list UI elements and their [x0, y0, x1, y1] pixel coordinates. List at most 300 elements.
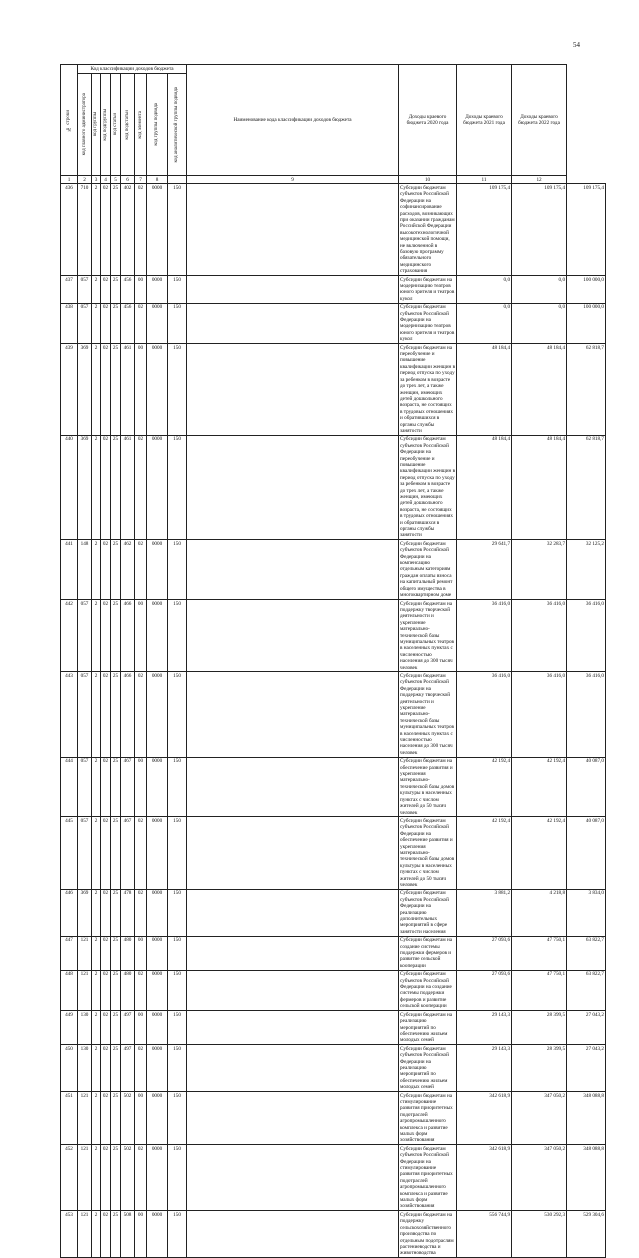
revenue-2022-cell: 27 043,2 [567, 1011, 606, 1045]
code-subgroup-cell: 02 [101, 1092, 111, 1145]
revenue-2021-header: Доходы краевого бюджета 2021 года [457, 65, 512, 176]
code-subarticle-cell: 497 [121, 1045, 135, 1092]
revenue-2022-cell: 40 087,0 [567, 757, 606, 817]
name-header: Наименование кода классификации доходов бюджета [187, 65, 399, 176]
table-row [61, 184, 606, 276]
code-subgroup-cell: 02 [101, 276, 111, 304]
code-subgroup-cell: 02 [101, 757, 111, 817]
code-group-cell: 2 [92, 1211, 101, 1258]
code-element-cell: 00 [135, 600, 147, 672]
revenue-2022-cell: 32 125,2 [567, 540, 606, 600]
name-cell: Субсидии бюджетам субъектов Российской Федерации на модернизацию театров юного зрителя и театров кукол [399, 303, 457, 343]
code-article-cell: 25 [111, 344, 121, 436]
code-subgroup-cell: 02 [101, 1211, 111, 1258]
spacer-cell [187, 936, 399, 970]
revenue-2022-cell: 27 043,2 [567, 1045, 606, 1092]
code-subgroup-cell: 02 [101, 1145, 111, 1211]
revenue-2021-cell: 4 218,8 [512, 889, 567, 936]
code-subgroup-cell: 02 [101, 817, 111, 889]
row-number-cell: 450 [61, 1045, 78, 1092]
row-number-cell: 443 [61, 672, 78, 757]
spacer-cell [187, 184, 399, 276]
code-subgroup-cell: 02 [101, 344, 111, 436]
name-cell: Субсидии бюджетам субъектов Российской Федерации на софинансирование расходов, возникающих при оказании гражданам Российской Федерации высокотехнологичной медицинской помощи, не включенной в базовую программу обязательного медицинского страхования [400, 184, 455, 275]
code-analytic-group-cell: 150 [168, 1011, 187, 1045]
revenue-2020-cell: 109 175,4 [457, 184, 512, 276]
code-analytic-group-cell: 150 [168, 600, 187, 672]
code-group-cell: 2 [92, 540, 101, 600]
table-row [61, 817, 606, 889]
row-number-cell: 449 [61, 1011, 78, 1045]
code-article-header: код статьи [111, 74, 121, 176]
revenue-2021-cell: 36 416,0 [512, 672, 567, 757]
code-group-cell: 2 [92, 344, 101, 436]
code-subgroup-header: код подгруппы [101, 74, 111, 176]
revenue-2021-cell: 347 050,2 [512, 1092, 567, 1145]
code-admin-cell: 121 [78, 1145, 92, 1211]
name-cell: Субсидии бюджетам субъектов Российской Федерации на создание системы поддержки фермеров и развитие сельской кооперации [399, 970, 457, 1010]
table-row [61, 936, 606, 970]
code-element-cell: 02 [135, 672, 147, 757]
code-subtype-group-cell: 0000 [147, 540, 168, 600]
code-analytic-group-cell: 150 [168, 540, 187, 600]
row-number-cell: 453 [61, 1211, 78, 1258]
column-number: 6 [121, 176, 135, 184]
code-analytic-group-cell: 150 [168, 889, 187, 936]
revenue-2020-cell: 48 184,4 [457, 344, 512, 436]
name-cell: Субсидии бюджетам на реализацию мероприятий по обеспечению жильем молодых семей [399, 1011, 457, 1045]
name-cell: Субсидии бюджетам субъектов Российской Федерации на поддержку творческой деятельности и укрепление материально-технической базы муниципальных театров в населенных пунктах с численностью населения до 300 тысяч человек [399, 672, 457, 757]
code-analytic-group-cell: 150 [168, 817, 187, 889]
code-admin-cell: 057 [78, 600, 92, 672]
code-subgroup-cell: 02 [101, 1045, 111, 1092]
code-subarticle-cell: 466 [121, 600, 135, 672]
code-subtype-group-cell: 0000 [147, 1045, 168, 1092]
revenue-2021-cell: 109 175,4 [512, 184, 567, 276]
spacer-cell [187, 1211, 399, 1258]
row-number-cell: 444 [61, 757, 78, 817]
code-article-cell: 25 [111, 540, 121, 600]
spacer-cell [187, 1145, 399, 1211]
code-group-cell: 2 [92, 435, 101, 540]
table-row [61, 1211, 606, 1258]
table-row [61, 1011, 606, 1045]
code-group-cell: 2 [92, 970, 101, 1010]
code-subtype-group-header: код группы подвида [147, 74, 168, 176]
table-body [61, 184, 606, 1258]
code-subarticle-cell: 466 [121, 672, 135, 757]
column-number [168, 176, 187, 184]
revenue-2022-cell: 62 818,7 [567, 435, 606, 540]
revenue-2020-cell: 42 192,4 [457, 757, 512, 817]
code-element-header: код элемента [135, 74, 147, 176]
code-article-cell: 25 [111, 184, 121, 276]
revenue-2022-header: Доходы краевого бюджета 2022 года [512, 65, 567, 176]
revenue-2022-cell: 100 000,0 [567, 276, 606, 304]
code-admin-cell: 057 [78, 276, 92, 304]
code-subarticle-cell: 508 [121, 1211, 135, 1258]
code-element-cell: 02 [135, 970, 147, 1010]
code-analytic-group-cell: 150 [168, 1145, 187, 1211]
code-article-cell: 25 [111, 600, 121, 672]
code-subarticle-cell: 502 [121, 1145, 135, 1211]
name-cell: Субсидии бюджетам субъектов Российской Федерации на реализацию дополнительных мероприятий в сфере занятости населения [399, 889, 457, 936]
code-subarticle-cell: 462 [121, 540, 135, 600]
column-number: 10 [399, 176, 457, 184]
revenue-2021-cell: 47 750,1 [512, 970, 567, 1010]
revenue-2022-cell: 109 175,4 [567, 184, 606, 276]
code-admin-cell: 057 [78, 672, 92, 757]
code-subtype-group-cell: 0000 [147, 889, 168, 936]
revenue-2022-cell: 40 087,0 [567, 817, 606, 889]
code-analytic-group-header: код аналитической группы подвида [168, 74, 187, 176]
revenue-2020-cell: 42 192,4 [457, 817, 512, 889]
code-group-cell: 2 [92, 889, 101, 936]
revenue-2021-cell: 36 416,0 [512, 600, 567, 672]
column-number: 1 [61, 176, 78, 184]
code-admin-cell: 121 [78, 936, 92, 970]
code-subtype-group-cell: 0000 [147, 276, 168, 304]
code-analytic-group-cell: 150 [168, 672, 187, 757]
revenue-2022-cell: 63 822,7 [567, 936, 606, 970]
revenue-2021-cell: 48 184,4 [512, 435, 567, 540]
table-row [61, 1045, 606, 1092]
code-group-cell: 2 [92, 303, 101, 343]
revenue-2020-cell: 48 184,4 [457, 435, 512, 540]
row-number-cell: 442 [61, 600, 78, 672]
name-cell: Субсидии бюджетам субъектов Российской Федерации на обеспечение развития и укрепления материально-технической базы домов культуры в населенных пунктах с числом жителей до 50 тысяч человек [399, 817, 457, 889]
code-admin-cell: 057 [78, 303, 92, 343]
code-group-cell: 2 [92, 672, 101, 757]
code-admin-cell: 369 [78, 344, 92, 436]
code-admin-cell: 121 [78, 1092, 92, 1145]
code-subgroup-cell: 02 [101, 970, 111, 1010]
name-cell: Субсидии бюджетам субъектов Российской Федерации на стимулирование развития приоритетных подотраслей агропромышленного комплекса и развитие малых форм хозяйствования [399, 1145, 457, 1211]
code-subarticle-cell: 461 [121, 344, 135, 436]
table-row [61, 757, 606, 817]
code-group-cell: 2 [92, 1011, 101, 1045]
revenue-2021-cell: 347 050,2 [512, 1145, 567, 1211]
row-number-cell: 447 [61, 936, 78, 970]
column-number: 2 [78, 176, 92, 184]
code-element-cell: 02 [135, 817, 147, 889]
code-article-cell: 25 [111, 672, 121, 757]
column-number: 8 [147, 176, 168, 184]
code-group-header: код группы [92, 74, 101, 176]
row-number-cell: 445 [61, 817, 78, 889]
code-analytic-group-cell: 150 [168, 936, 187, 970]
column-number: 3 [92, 176, 101, 184]
name-cell: Субсидии бюджетам на переобучение и повышение квалификации женщин в период отпуска по уходу за ребенком в возрасте до трех лет, а также женщин, имеющих детей дошкольного возраста, не состоящих в трудовых отношениях и обратившихся в органы службы занятости [400, 344, 456, 434]
code-admin-cell: 121 [78, 970, 92, 1010]
spacer-cell [187, 435, 399, 540]
name-cell: Субсидии бюджетам на создание системы поддержки фермеров и развитие сельской кооперации [399, 936, 457, 970]
revenue-2021-cell: 0,0 [512, 303, 567, 343]
revenue-2022-cell: 3 834,0 [567, 889, 606, 936]
code-article-cell: 25 [111, 276, 121, 304]
spacer-cell [187, 1045, 399, 1092]
code-subarticle-cell: 456 [121, 303, 135, 343]
revenue-2022-cell: 63 822,7 [567, 970, 606, 1010]
code-subtype-group-cell: 0000 [147, 936, 168, 970]
revenue-2021-cell: 47 750,1 [512, 936, 567, 970]
revenue-2022-cell: 348 088,8 [567, 1092, 606, 1145]
code-analytic-group-cell: 150 [168, 344, 187, 436]
spacer-cell [187, 817, 399, 889]
spacer-cell [187, 757, 399, 817]
code-group-cell: 2 [92, 1145, 101, 1211]
name-cell: Субсидии бюджетам на поддержку сельскохозяйственного производства по отдельным подотраслям растениеводства и животноводства [399, 1211, 457, 1258]
revenue-2021-cell: 48 184,4 [512, 344, 567, 436]
code-article-cell: 25 [111, 1145, 121, 1211]
code-subarticle-cell: 467 [121, 817, 135, 889]
code-subarticle-cell: 480 [121, 936, 135, 970]
spacer-cell [187, 672, 399, 757]
column-number: 4 [101, 176, 111, 184]
spacer-cell [187, 540, 399, 600]
code-subtype-group-cell: 0000 [147, 1145, 168, 1211]
code-admin-cell: 369 [78, 889, 92, 936]
revenue-2022-cell: 348 088,8 [567, 1145, 606, 1211]
code-element-cell: 02 [135, 435, 147, 540]
column-numbers-row [61, 176, 606, 184]
revenue-2021-cell: 0,0 [512, 276, 567, 304]
code-subgroup-cell: 02 [101, 1011, 111, 1045]
revenue-2022-cell: 100 000,0 [567, 303, 606, 343]
code-subgroup-cell: 02 [101, 303, 111, 343]
code-subarticle-cell: 478 [121, 889, 135, 936]
code-group-cell: 2 [92, 1092, 101, 1145]
table-row [61, 600, 606, 672]
column-number: 7 [135, 176, 147, 184]
code-subgroup-cell: 02 [101, 540, 111, 600]
code-subtype-group-cell: 0000 [147, 600, 168, 672]
code-analytic-group-cell: 150 [168, 757, 187, 817]
code-subtype-group-cell: 0000 [147, 970, 168, 1010]
row-number-cell: 437 [61, 276, 78, 304]
code-subarticle-cell: 497 [121, 1011, 135, 1045]
code-analytic-group-cell: 150 [168, 435, 187, 540]
row-number-cell: 451 [61, 1092, 78, 1145]
code-element-cell: 02 [135, 1045, 147, 1092]
code-subtype-group-cell: 0000 [147, 672, 168, 757]
code-element-cell: 00 [135, 1011, 147, 1045]
revenue-2020-cell: 27 093,6 [457, 936, 512, 970]
code-admin-cell: 130 [78, 1011, 92, 1045]
code-admin-header: код главного администратора [78, 74, 92, 176]
revenue-2022-cell: 62 818,7 [567, 344, 606, 436]
code-element-cell: 02 [135, 303, 147, 343]
budget-revenue-table [60, 64, 606, 1258]
code-admin-cell: 121 [78, 1211, 92, 1258]
code-element-cell: 02 [135, 1145, 147, 1211]
code-subgroup-cell: 02 [101, 435, 111, 540]
spacer-cell [187, 1092, 399, 1145]
table-row [61, 672, 606, 757]
revenue-2021-cell: 28 399,5 [512, 1011, 567, 1045]
code-admin-cell: 057 [78, 757, 92, 817]
code-group-cell: 2 [92, 184, 101, 276]
name-cell: Субсидии бюджетам субъектов Российской Федерации на компенсацию отдельным категориям граждан оплаты взноса на капитальный ремонт общего имущества в многоквартирном доме [399, 540, 457, 600]
code-group-cell: 2 [92, 600, 101, 672]
code-group-cell: 2 [92, 276, 101, 304]
code-analytic-group-cell: 150 [168, 184, 187, 276]
spacer-cell [187, 600, 399, 672]
code-article-cell: 25 [111, 1092, 121, 1145]
row-number-cell: 439 [61, 344, 78, 436]
code-analytic-group-cell: 150 [168, 1092, 187, 1145]
code-element-cell: 00 [135, 1211, 147, 1258]
column-number: 5 [111, 176, 121, 184]
revenue-2020-cell: 3 881,2 [457, 889, 512, 936]
code-group-cell: 2 [92, 936, 101, 970]
spacer-cell [187, 889, 399, 936]
table-row [61, 540, 606, 600]
revenue-2021-cell: 28 399,5 [512, 1045, 567, 1092]
column-number: 12 [512, 176, 567, 184]
table-row [61, 1145, 606, 1211]
table-row [61, 1092, 606, 1145]
name-cell: Субсидии бюджетам на поддержку творческой деятельности и укрепление материально-технической базы муниципальных театров в населенных пунктах с численностью населения до 300 тысяч человек [399, 600, 457, 672]
code-article-cell: 25 [111, 1045, 121, 1092]
code-element-cell: 00 [135, 757, 147, 817]
revenue-2022-cell: 529 304,6 [567, 1211, 606, 1258]
code-subarticle-header: код подстатьи [121, 74, 135, 176]
revenue-2020-cell: 36 416,0 [457, 672, 512, 757]
row-number-cell: 438 [61, 303, 78, 343]
code-element-cell: 02 [135, 184, 147, 276]
classification-group-header: Код классификации доходов бюджета [78, 65, 187, 74]
code-article-cell: 25 [111, 889, 121, 936]
code-article-cell: 25 [111, 1011, 121, 1045]
row-number-cell: 446 [61, 889, 78, 936]
code-subarticle-cell: 402 [121, 184, 135, 276]
code-element-cell: 00 [135, 276, 147, 304]
revenue-2020-cell: 29 641,7 [457, 540, 512, 600]
table-row [61, 276, 606, 304]
column-number: 11 [457, 176, 512, 184]
name-cell: Субсидии бюджетам на стимулирование развития приоритетных подотраслей агропромышленного комплекса и развитие малых форм хозяйствования [399, 1092, 457, 1145]
code-subtype-group-cell: 0000 [147, 435, 168, 540]
page-number: 54 [573, 41, 580, 49]
code-article-cell: 25 [111, 303, 121, 343]
spacer-cell [187, 1011, 399, 1045]
revenue-2022-cell: 36 416,0 [567, 600, 606, 672]
code-group-cell: 2 [92, 1045, 101, 1092]
name-cell: Субсидии бюджетам субъектов Российской Федерации на переобучение и повышение квалификации женщин в период отпуска по уходу за ребенком в возрасте до трех лет, а также женщин, имеющих детей дошкольного возраста, не состоящих в трудовых отношениях и обратившихся в органы службы занятости [400, 436, 456, 539]
code-subtype-group-cell: 0000 [147, 303, 168, 343]
code-subarticle-cell: 461 [121, 435, 135, 540]
revenue-2022-cell: 36 416,0 [567, 672, 606, 757]
spacer-cell [187, 970, 399, 1010]
row-number-cell: 452 [61, 1145, 78, 1211]
code-subgroup-cell: 02 [101, 184, 111, 276]
code-admin-cell: 710 [78, 184, 92, 276]
revenue-2020-cell: 0,0 [457, 303, 512, 343]
code-subtype-group-cell: 0000 [147, 1211, 168, 1258]
revenue-2020-header: Доходы краевого бюджета 2020 года [399, 65, 457, 176]
code-subgroup-cell: 02 [101, 600, 111, 672]
table-header [61, 65, 606, 184]
revenue-2021-cell: 530 292,3 [512, 1211, 567, 1258]
code-subgroup-cell: 02 [101, 889, 111, 936]
code-article-cell: 25 [111, 970, 121, 1010]
code-article-cell: 25 [111, 936, 121, 970]
code-group-cell: 2 [92, 817, 101, 889]
row-number-cell: 440 [61, 435, 78, 540]
code-admin-cell: 057 [78, 817, 92, 889]
revenue-2021-cell: 42 192,4 [512, 817, 567, 889]
row-number-cell: 436 [61, 184, 78, 276]
spacer-cell [187, 344, 399, 436]
revenue-2020-cell: 556 744,9 [457, 1211, 512, 1258]
column-number: 9 [187, 176, 399, 184]
row-number-cell: 448 [61, 970, 78, 1010]
code-element-cell: 02 [135, 540, 147, 600]
code-subtype-group-cell: 0000 [147, 817, 168, 889]
code-analytic-group-cell: 150 [168, 303, 187, 343]
revenue-2020-cell: 342 618,9 [457, 1092, 512, 1145]
revenue-2020-cell: 0,0 [457, 276, 512, 304]
code-admin-cell: 369 [78, 435, 92, 540]
table-row [61, 970, 606, 1010]
revenue-2021-cell: 32 283,7 [512, 540, 567, 600]
row-number-cell: 441 [61, 540, 78, 600]
code-group-cell: 2 [92, 757, 101, 817]
row-number-header: № строки [61, 65, 78, 176]
revenue-2020-cell: 342 618,9 [457, 1145, 512, 1211]
revenue-2021-cell: 42 192,4 [512, 757, 567, 817]
code-element-cell: 02 [135, 889, 147, 936]
code-subtype-group-cell: 0000 [147, 344, 168, 436]
name-cell: Субсидии бюджетам на обеспечение развития и укрепления материально-технической базы домов культуры в населенных пунктах с числом жителей до 50 тысяч человек [399, 757, 457, 817]
table-row [61, 303, 606, 343]
revenue-2020-cell: 27 093,6 [457, 970, 512, 1010]
code-element-cell: 00 [135, 1092, 147, 1145]
code-subtype-group-cell: 0000 [147, 1011, 168, 1045]
code-article-cell: 25 [111, 757, 121, 817]
code-analytic-group-cell: 150 [168, 970, 187, 1010]
table-row [61, 435, 606, 540]
code-subgroup-cell: 02 [101, 672, 111, 757]
name-cell: Субсидии бюджетам субъектов Российской Федерации на реализацию мероприятий по обеспечению жильем молодых семей [399, 1045, 457, 1092]
code-analytic-group-cell: 150 [168, 1211, 187, 1258]
code-subarticle-cell: 480 [121, 970, 135, 1010]
code-subgroup-cell: 02 [101, 936, 111, 970]
code-article-cell: 25 [111, 817, 121, 889]
spacer-cell [187, 303, 399, 343]
code-admin-cell: 130 [78, 1045, 92, 1092]
name-cell: Субсидии бюджетам на модернизацию театров юного зрителя и театров кукол [399, 276, 457, 304]
code-analytic-group-cell: 150 [168, 276, 187, 304]
code-subarticle-cell: 502 [121, 1092, 135, 1145]
code-article-cell: 25 [111, 1211, 121, 1258]
code-analytic-group-cell: 150 [168, 1045, 187, 1092]
code-subarticle-cell: 456 [121, 276, 135, 304]
code-admin-cell: 148 [78, 540, 92, 600]
code-element-cell: 00 [135, 936, 147, 970]
table-row [61, 344, 606, 436]
revenue-2020-cell: 36 416,0 [457, 600, 512, 672]
code-article-cell: 25 [111, 435, 121, 540]
code-subarticle-cell: 467 [121, 757, 135, 817]
spacer-cell [187, 276, 399, 304]
revenue-2020-cell: 29 143,3 [457, 1045, 512, 1092]
code-subtype-group-cell: 0000 [147, 184, 168, 276]
code-element-cell: 00 [135, 344, 147, 436]
code-subtype-group-cell: 0000 [147, 1092, 168, 1145]
revenue-2020-cell: 29 143,3 [457, 1011, 512, 1045]
